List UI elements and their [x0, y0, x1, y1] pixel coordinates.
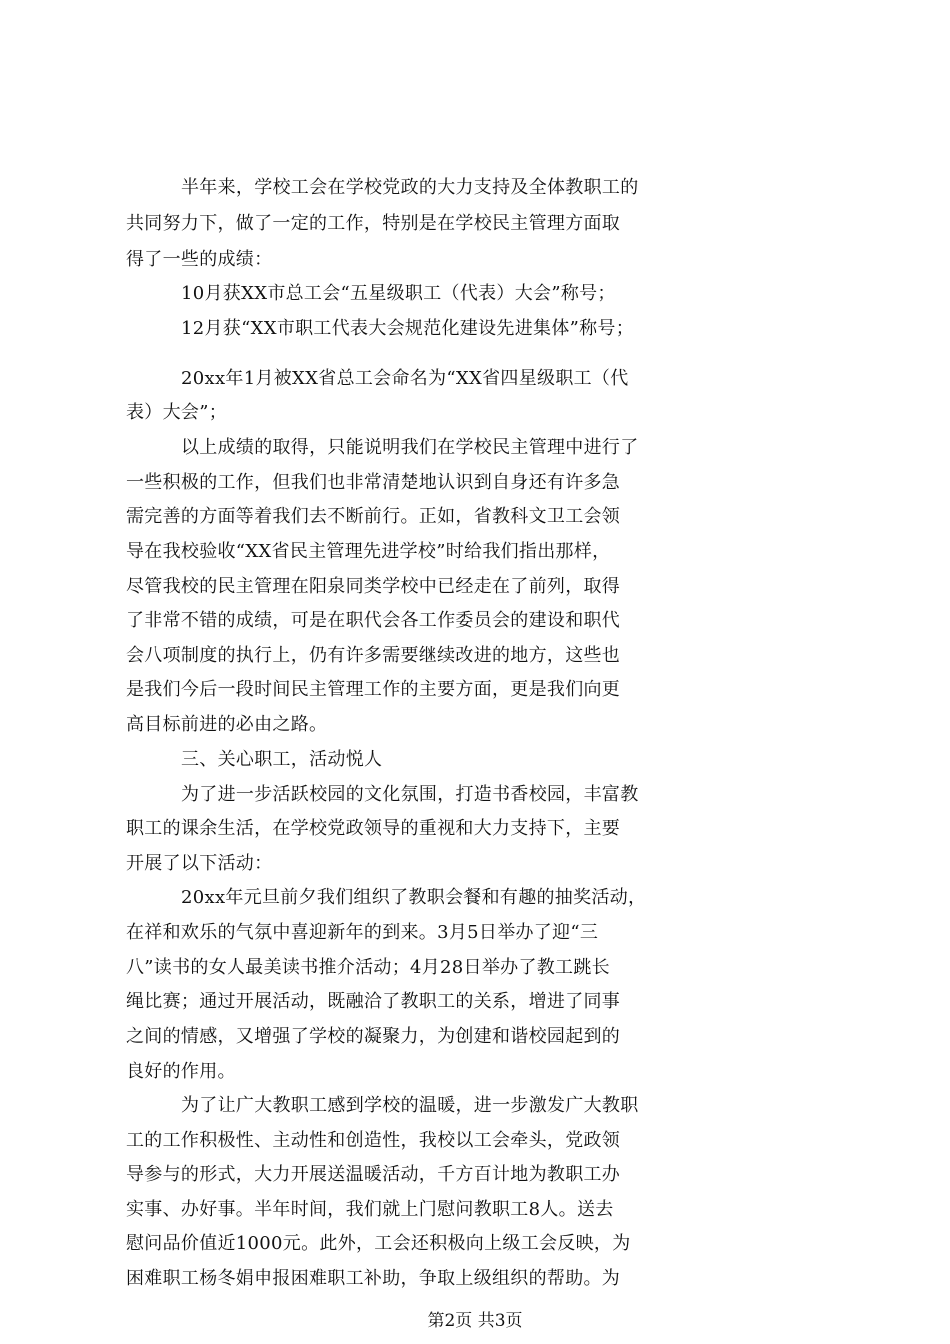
text-line: 了非常不错的成绩，可是在职代会各工作委员会的建设和职代 [126, 610, 621, 631]
text-line: 半年来，学校工会在学校党政的大力支持及全体教职工的 [181, 177, 639, 198]
text-line: 在祥和欢乐的气氛中喜迎新年的到来。3月5日举办了迎“三 [126, 922, 599, 943]
text-line: 以上成绩的取得，只能说明我们在学校民主管理中进行了 [181, 437, 639, 458]
text-line: 实事、办好事。半年时间，我们就上门慰问教职工8人。送去 [126, 1199, 614, 1220]
text-line: 20xx年元旦前夕我们组织了教职会餐和有趣的抽奖活动， [181, 887, 647, 908]
text-line: 慰问品价值近1000元。此外，工会还积极向上级工会反映，为 [126, 1233, 631, 1254]
text-line: 之间的情感，又增强了学校的凝聚力，为创建和谐校园起到的 [126, 1026, 621, 1047]
text-line: 表）大会”； [126, 402, 228, 423]
text-line: 为了进一步活跃校园的文化氛围，打造书香校园，丰富教 [181, 784, 639, 805]
text-line: 12月获“XX市职工代表大会规范化建设先进集体”称号； [181, 318, 635, 339]
text-line: 20xx年1月被XX省总工会命名为“XX省四星级职工（代 [181, 368, 629, 389]
text-line: 共同努力下，做了一定的工作，特别是在学校民主管理方面取 [126, 213, 621, 234]
text-line: 绳比赛；通过开展活动，既融洽了教职工的关系，增进了同事 [126, 991, 621, 1012]
section-heading: 三、关心职工，活动悦人 [181, 749, 383, 770]
text-line: 困难职工杨冬娟申报困难职工补助，争取上级组织的帮助。为 [126, 1268, 621, 1289]
text-line: 开展了以下活动： [126, 853, 273, 874]
text-line: 工的工作积极性、主动性和创造性，我校以工会牵头，党政领 [126, 1130, 621, 1151]
page-number: 第2页 共3页 [427, 1311, 523, 1331]
text-line: 得了一些的成绩： [126, 249, 273, 270]
text-line: 需完善的方面等着我们去不断前行。正如，省教科文卫工会领 [126, 506, 621, 527]
text-line: 良好的作用。 [126, 1061, 236, 1082]
text-line: 会八项制度的执行上，仍有许多需要继续改进的地方，这些也 [126, 645, 621, 666]
text-line: 导在我校验收“XX省民主管理先进学校”时给我们指出那样， [126, 541, 611, 562]
text-line: 导参与的形式，大力开展送温暖活动，千方百计地为教职工办 [126, 1164, 621, 1185]
text-line: 为了让广大教职工感到学校的温暖，进一步激发广大教职 [181, 1095, 639, 1116]
text-line: 10月获XX市总工会“五星级职工（代表）大会”称号； [181, 283, 616, 304]
text-line: 尽管我校的民主管理在阳泉同类学校中已经走在了前列，取得 [126, 576, 621, 597]
text-line: 是我们今后一段时间民主管理工作的主要方面，更是我们向更 [126, 679, 621, 700]
text-line: 一些积极的工作，但我们也非常清楚地认识到自身还有许多急 [126, 472, 621, 493]
text-line: 高目标前进的必由之路。 [126, 714, 328, 735]
text-line: 职工的课余生活，在学校党政领导的重视和大力支持下，主要 [126, 818, 621, 839]
text-line: 八”读书的女人最美读书推介活动；4月28日举办了教工跳长 [126, 957, 610, 978]
